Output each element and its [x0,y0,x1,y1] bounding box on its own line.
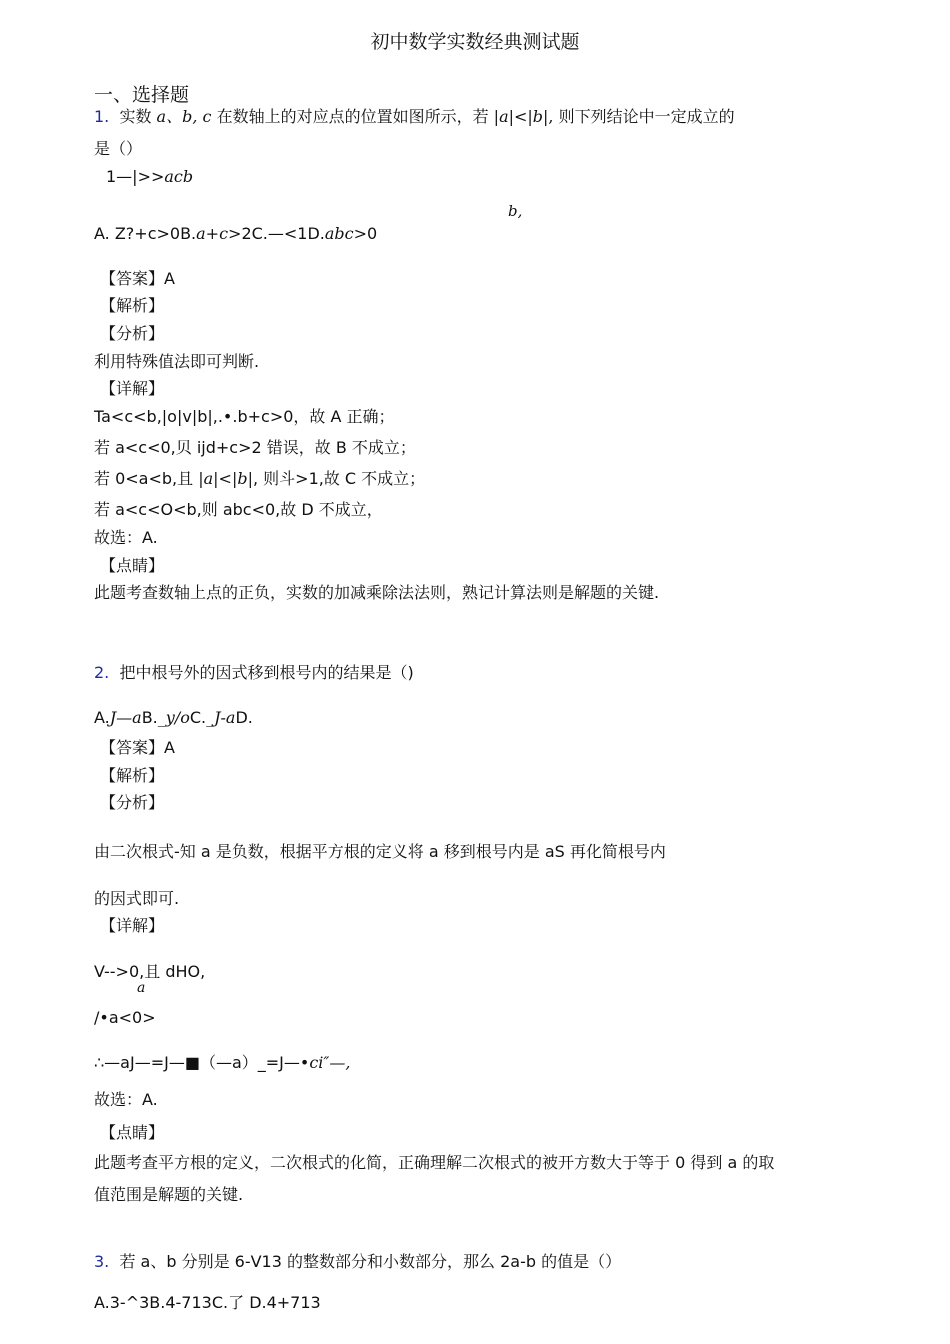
q1-detail-label: 【详解】 [100,379,165,398]
q3-stem-text: 若 a、b 分别是 6-V13 的整数部分和小数部分，那么 2a-b 的值是（） [119,1252,622,1271]
q1-option-b: a+c> [196,224,242,243]
q1-stem-condition: |a|<|b| [493,107,549,126]
q1-detail3-condition: |a|<|b| [198,469,253,488]
q1-detail3-a: 若 0<a<b,且 [94,469,194,488]
q2-answer: 【答案】A [100,738,175,757]
q1-stem-vars: a、b, c [156,107,212,126]
q1-detail-line4: 若 a<c<O<b,则 abc<0,故 D 不成立， [94,500,383,519]
q2-detail3-b: ci″—, [309,1053,351,1072]
q2-point-label: 【点睛】 [100,1123,165,1142]
q1-detail3-b: , 则斗>1,故 C 不成立； [252,469,426,488]
q1-option-end: 0 [367,224,378,243]
q2-stem [94,663,414,682]
q1-figure-prefix: 1—|>> [106,167,165,186]
q3-stem [94,1252,621,1271]
q1-detail-line3 [94,469,425,488]
q1-number: 1. [94,107,110,126]
q2-number: 2. [94,663,110,682]
q2-detail3-a: ∴—aJ—=J—■（—a）_=J—• [94,1053,310,1072]
q1-point-text: 此题考查数轴上点的正负，实数的加减乘除法法则，熟记计算法则是解题的关键. [94,583,660,602]
q1-figure-label [106,167,193,186]
q2-analysis-label: 【解析】 [100,766,165,785]
q1-fenxi-label: 【分析】 [100,324,165,343]
q1-option-c: 2C.—<1D. [241,224,325,243]
q2-detail-line1: V-->0,且 dHO, [94,962,206,981]
q1-options [94,224,377,243]
q1-detail-line2: 若 a<c<0,贝 ijd+c>2 错误，故 B 不成立； [94,438,416,457]
q2-fenxi-text2: 的因式即可. [94,889,180,908]
q1-answer: 【答案】A [100,269,175,288]
q2-point-text2: 值范围是解题的关键. [94,1185,244,1204]
q2-option-b-label: B. [141,708,158,727]
q1-stem-line2: 是（） [94,139,143,158]
q2-option-a-expr: J—a [109,708,142,727]
q1-option-d: abc> [324,224,368,243]
q2-detail-label: 【详解】 [100,916,165,935]
q2-choose: 故选：A. [94,1090,158,1109]
q2-detail-line2: /•a<0> [94,1008,156,1027]
q3-options: A.3-^3B.4-713C.了 D.4+713 [94,1293,321,1312]
q1-figure-vars: acb [164,167,194,186]
q1-stem [94,107,735,126]
q1-choose: 故选：A. [94,528,158,547]
q2-option-c-label: C. [189,708,207,727]
q1-option-a: A. Z?+c>0B. [94,224,197,243]
q2-fenxi-label: 【分析】 [100,793,165,812]
document-title: 初中数学实数经典测试题 [370,31,580,53]
q3-number: 3. [94,1252,110,1271]
q2-option-a-label: A. [94,708,110,727]
q2-detail-line3 [94,1053,350,1072]
q2-option-b-expr: _y/o [157,708,190,727]
q1-stem-text-a: 实数 [119,107,152,126]
q1-figure-b: b, [508,202,523,220]
q2-option-d-label: D. [235,708,253,727]
q1-stem-text-b: 在数轴上的对应点的位置如图所示，若 [216,107,489,126]
q2-detail-line1-sub: a [137,980,146,996]
q1-analysis-label: 【解析】 [100,296,165,315]
q2-options [94,708,253,727]
q2-fenxi-text1: 由二次根式-知 a 是负数，根据平方根的定义将 a 移到根号内是 aS 再化简根号内 [94,842,666,861]
q2-option-c-expr: _J-a [206,708,236,727]
q1-point-label: 【点睛】 [100,556,165,575]
q1-detail-line1: Ta<c<b,|o|v|b|,.•.b+c>0，故 A 正确； [94,407,395,426]
section-heading: 一、选择题 [94,84,190,106]
q2-point-text1: 此题考查平方根的定义，二次根式的化简，正确理解二次根式的被开方数大于等于 0 得到 a 的取 [94,1153,775,1172]
q1-stem-text-c: , 则下列结论中一定成立的 [548,107,735,126]
q1-fenxi-text: 利用特殊值法即可判断. [94,352,260,371]
q2-stem-text: 把中根号外的因式移到根号内的结果是（) [119,663,414,682]
